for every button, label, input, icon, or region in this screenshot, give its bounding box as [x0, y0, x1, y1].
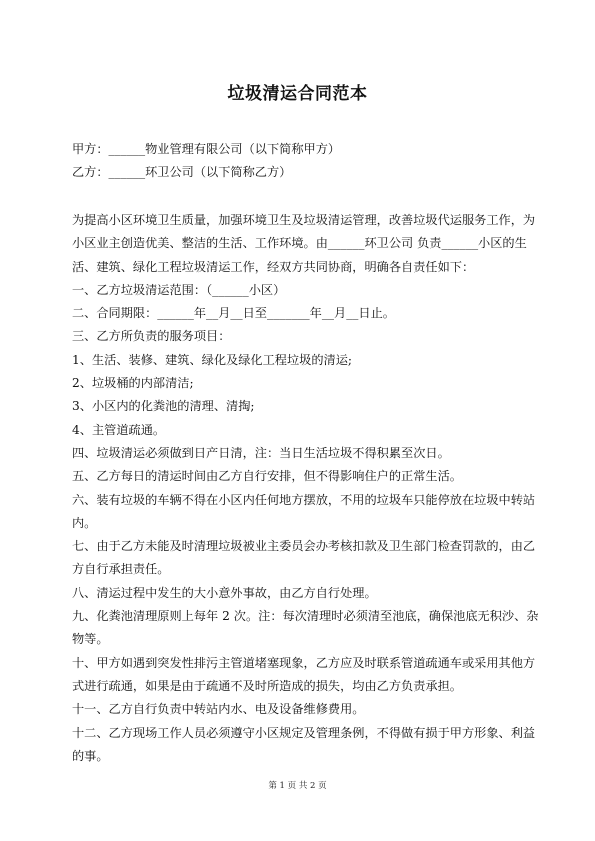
clause-line: 一、乙方垃圾清运范围：（______小区）: [72, 282, 286, 297]
service-item: 1、生活、装修、建筑、绿化及绿化工程垃圾的清运;: [72, 352, 352, 367]
clause-line: 方自行承担责任。: [72, 562, 170, 577]
clause-line: 二、合同期限：______年__月__日至_______年__月__日止。: [72, 306, 395, 321]
party-b-line: 乙方：______环卫公司（以下简称乙方）: [72, 165, 292, 179]
clause-line: 九、化粪池清理原则上每年 2 次。注：每次清理时必须清至池底，确保池底无积沙、杂: [72, 609, 539, 624]
clause-line: 十、甲方如遇到突发性排污主管道堵塞现象，乙方应及时联系管道疏通车或采用其他方: [72, 655, 536, 670]
clause-line: 式进行疏通，如果是由于疏通不及时所造成的损失，均由乙方负责承担。: [72, 678, 462, 693]
body-line: 活、建筑、绿化工程垃圾清运工作，经双方共同协商，明确各自责任如下：: [72, 259, 475, 274]
clause-line: 十一、乙方自行负责中转站内水、电及设备维修费用。: [72, 702, 365, 717]
body-line: 小区业主创造优美、整洁的生活、工作环境。由______环卫公司 负责______小区的生: [72, 236, 527, 251]
clause-line: 物等。: [72, 632, 109, 647]
service-item: 2、垃圾桶的内部清洁;: [72, 376, 194, 391]
page-number-footer: 第 1 页 共 2 页: [268, 781, 327, 791]
clause-line: 的事。: [72, 748, 109, 763]
clause-line: 八、清运过程中发生的大小意外事故，由乙方自行处理。: [72, 585, 377, 600]
clause-line: 六、装有垃圾的车辆不得在小区内任何地方摆放，不用的垃圾车只能停放在垃圾中转站: [72, 492, 536, 507]
clause-line: 内。: [72, 515, 97, 530]
clause-line: 三、乙方所负责的服务项目：: [72, 329, 231, 344]
clause-line: 四、垃圾清运必须做到日产日清，注：当日生活垃圾不得积累至次日。: [72, 445, 450, 460]
clause-line: 十二、乙方现场工作人员必须遵守小区规定及管理条例，不得做有损于甲方形象、利益: [72, 725, 536, 740]
party-a-line: 甲方：______物业管理有限公司（以下简称甲方）: [72, 142, 341, 156]
body-line: 为提高小区环境卫生质量，加强环境卫生及垃圾清运管理，改善垃圾代运服务工作，为: [72, 213, 536, 227]
service-item: 3、小区内的化粪池的清理、清掏;: [72, 399, 255, 414]
clause-line: 七、由于乙方未能及时清理垃圾被业主委员会办考核扣款及卫生部门检查罚款的，由乙: [72, 539, 536, 554]
service-item: 4、主管道疏通。: [72, 422, 166, 437]
contract-body: [72, 209, 539, 768]
document-title: 垃圾清运合同范本: [227, 84, 368, 104]
clause-line: 五、乙方每日的清运时间由乙方自行安排，但不得影响住户的正常生活。: [72, 469, 462, 484]
